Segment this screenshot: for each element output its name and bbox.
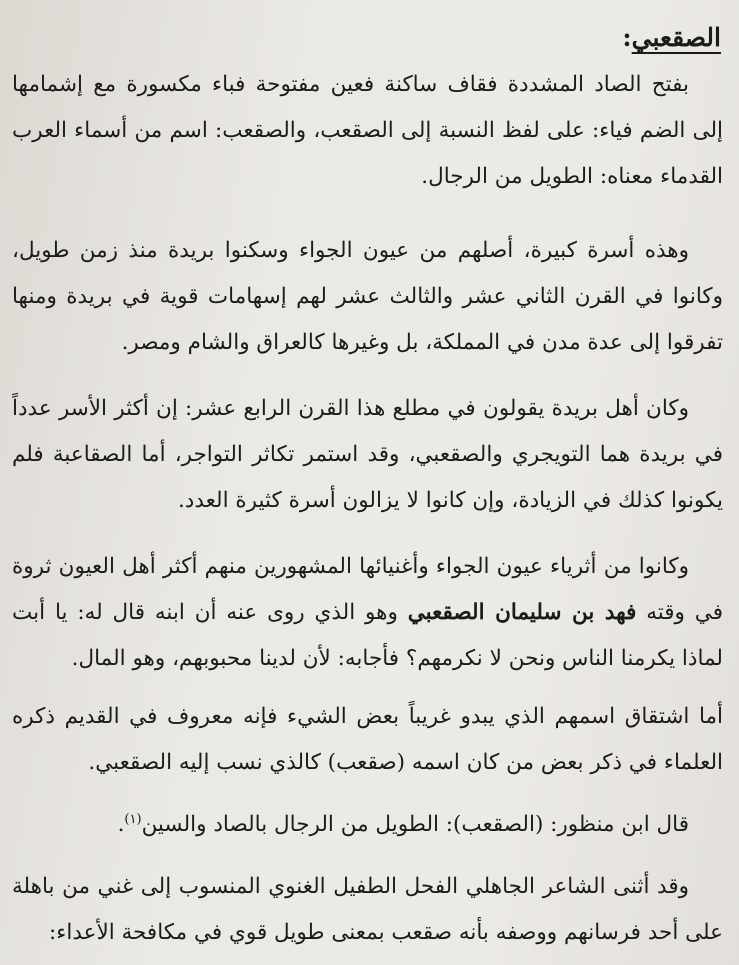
- paragraph-text: وهذه أسرة كبيرة، أصلهم من عيون الجواء وسكنوا بريدة منذ زمن طويل، وكانوا في القرن الثاني عشر والثالث عشر لهم إسهامات قوية في بريدة ومنها تفرقوا إلى عدة مدن في المملكة، بل وغيرها كالعراق والشام ومصر.: [12, 238, 723, 355]
- paragraph-text: وقد أثنى الشاعر الجاهلي الفحل الطفيل الغنوي المنسوب إلى غني من باهلة على أحد فرسانهم ووصفه بأنه صقعب بمعنى طويل قوي في مكافحة الأعداء:: [12, 874, 723, 945]
- paragraph-text: قال ابن منظور: (الصقعب): الطويل من الرجال بالصاد والسين: [141, 812, 689, 837]
- paragraph-ibn-manzur-quote: [12, 802, 723, 848]
- paragraph-poet-praise: [12, 864, 723, 956]
- paragraph-pronunciation: [12, 62, 723, 200]
- paragraph-text: وهو الذي روى عنه أن ابنه قال له: يا أبت لماذا يكرمنا الناس ونحن لا نكرمهم؟ فأجابه: لأن لدينا محبوبهم، وهو المال.: [12, 600, 723, 671]
- paragraph-text: أما اشتقاق اسمهم الذي يبدو غريباً بعض الشيء فإنه معروف في القديم ذكره العلماء في ذكر بعض من كان اسمه (صقعب) كالذي نسب إليه الصقعبي.: [12, 704, 723, 775]
- paragraph-text: وكانوا من أثرياء عيون الجواء وأغنيائها المشهورين منهم أكثر أهل العيون ثروة في وقته: [12, 554, 723, 625]
- footnote-marker: (١): [124, 811, 142, 827]
- paragraph-text: وكان أهل بريدة يقولون في مطلع هذا القرن الرابع عشر: إن أكثر الأسر عدداً في بريدة هما التويجري والصقعبي، وقد استمر تكاثر التواجر، أما الصقاعبة فلم يكونوا كذلك في الزيادة، وإن كانوا لا يزالون أسرة كثيرة العدد.: [12, 396, 723, 513]
- entry-title-colon: :: [622, 23, 632, 52]
- paragraph-family-origin: [12, 228, 723, 366]
- person-name-bold: فهد بن سليمان الصقعبي: [407, 600, 637, 625]
- paragraph-wealth: [12, 544, 723, 682]
- paragraph-family-size: [12, 386, 723, 524]
- entry-title-word: الصقعبي: [631, 23, 721, 52]
- paragraph-text: بفتح الصاد المشددة فقاف ساكنة فعين مفتوحة فباء مكسورة مع إشمامها إلى الضم فياء: على لفظ النسبة إلى الصقعب، والصقعب: اسم من أسماء العرب القدماء معناه: الطويل من الرجال.: [12, 72, 723, 189]
- paragraph-etymology: [12, 694, 723, 786]
- entry-title: [12, 14, 723, 62]
- paragraph-end-mark: .: [117, 812, 125, 837]
